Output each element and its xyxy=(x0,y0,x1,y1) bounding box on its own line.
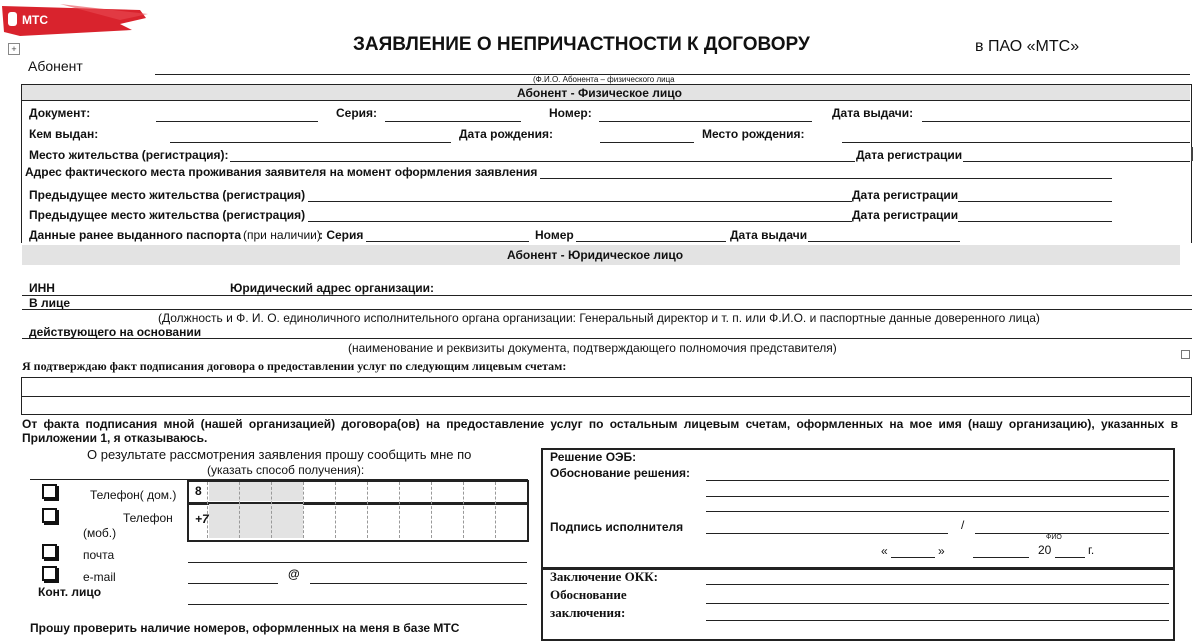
checkbox-email[interactable] xyxy=(42,566,57,581)
small-checkbox-icon[interactable] xyxy=(1181,350,1190,359)
phone-home-label: Телефон( дом.) xyxy=(90,488,177,502)
number-field[interactable] xyxy=(599,121,812,122)
contact-label: Конт. лицо xyxy=(38,585,102,599)
issue-date2-field[interactable] xyxy=(808,241,960,242)
contact-field[interactable] xyxy=(188,604,527,605)
document-hint: (наименование и реквизиты документа, подтверждающего полномочия представителя) xyxy=(348,341,837,355)
acting-basis-label: действующего на основании xyxy=(29,325,202,339)
in-person-label: В лице xyxy=(29,296,71,310)
phone-mobile-label-b: (моб.) xyxy=(83,526,117,540)
issue-date2-label: Дата выдачи xyxy=(730,228,808,242)
email-at: @ xyxy=(288,567,300,581)
date-month-field[interactable] xyxy=(973,557,1029,558)
mail-label: почта xyxy=(83,548,115,562)
date-year-prefix: 20 xyxy=(1038,543,1052,557)
subscriber-label: Абонент xyxy=(28,58,83,74)
reg-date-label-2: Дата регистрации xyxy=(852,188,959,202)
actual-address-field[interactable] xyxy=(540,178,1112,179)
phone-mobile-label-a: Телефон xyxy=(123,511,173,525)
page-title: ЗАЯВЛЕНИЕ О НЕПРИЧАСТНОСТИ К ДОГОВОРУ xyxy=(353,34,810,55)
prev-residence-label-1: Предыдущее место жительства (регистрация) xyxy=(29,188,306,202)
acting-basis-field[interactable] xyxy=(22,338,1192,339)
reg-date-label-1: Дата регистрации xyxy=(856,148,963,162)
reg-date-field-3[interactable] xyxy=(958,221,1112,222)
reason-field-3[interactable] xyxy=(706,511,1169,512)
birth-date-field[interactable] xyxy=(600,142,694,143)
email-label: e-mail xyxy=(83,570,116,584)
fio-hint-small: ФИО xyxy=(1046,534,1062,541)
individual-heading: Абонент - Физическое лицо xyxy=(517,86,682,100)
reg-date-field-2[interactable] xyxy=(958,201,1112,202)
series2-field[interactable] xyxy=(366,241,529,242)
issue-date-label: Дата выдачи: xyxy=(832,106,914,120)
mail-field[interactable] xyxy=(188,562,527,563)
confirm-text: Я подтверждаю факт подписания договора о предоставлении услуг по следующим лицевым счетам: xyxy=(22,359,567,373)
reason-field-1[interactable] xyxy=(706,480,1169,481)
reason-field-2[interactable] xyxy=(706,496,1169,497)
actual-address-label: Адрес фактического места проживания заявителя на момент оформления заявления xyxy=(25,165,538,179)
issued-by-label: Кем выдан: xyxy=(29,127,99,141)
fio-hint: (Ф.И.О. Абонента – физического лица xyxy=(533,75,675,84)
issued-by-field[interactable] xyxy=(170,142,451,143)
phone-grid-cells xyxy=(189,482,525,538)
fio-field[interactable] xyxy=(975,533,1169,534)
series2-label: : Серия xyxy=(319,228,364,242)
date-day-field[interactable] xyxy=(891,557,935,558)
oeb-label: Решение ОЭБ: xyxy=(550,450,637,464)
reg-date-label-3: Дата регистрации xyxy=(852,208,959,222)
in-person-field[interactable] xyxy=(22,309,1192,310)
okk-reason-label-b: заключения: xyxy=(550,605,626,620)
checkbox-phone-mobile[interactable] xyxy=(42,508,57,523)
footer-cut-text: Прошу проверить наличие номеров, оформленных на меня в базе МТС xyxy=(30,621,460,635)
residence-field[interactable] xyxy=(230,161,855,162)
position-hint: (Должность и Ф. И. О. единоличного исполнительного органа организации: Генеральный директор и т. п. или Ф.И.О. и паспортные данные доверенного лица) xyxy=(158,311,1040,325)
document-field[interactable] xyxy=(156,121,318,122)
residence-label: Место жительства (регистрация): xyxy=(29,148,229,162)
prev-passport-label: Данные ранее выданного паспорта xyxy=(29,228,242,242)
series-field[interactable] xyxy=(385,121,521,122)
document-label: Документ: xyxy=(29,106,91,120)
move-handle-icon[interactable]: + xyxy=(8,43,20,55)
date-year-field[interactable] xyxy=(1055,557,1085,558)
addressee: в ПАО «МТС» xyxy=(975,38,1080,55)
number2-field[interactable] xyxy=(576,241,726,242)
notify-title: О результате рассмотрения заявления прошу сообщить мне по xyxy=(87,447,472,462)
reg-date-field-1[interactable] xyxy=(963,161,1190,162)
refuse-text: От факта подписания мной (нашей организацией) договора(ов) на предоставление услуг по остальным лицевым счетам, оформленных на мое имя (нашу организацию), указанных в Приложении 1, я отказываюсь. xyxy=(22,417,1178,445)
inn-row-line[interactable] xyxy=(22,295,1192,296)
notify-hint: (указать способ получения): xyxy=(207,463,365,477)
signature-label: Подпись исполнителя xyxy=(550,520,684,534)
birth-date-label: Дата рождения: xyxy=(459,127,554,141)
number2-label: Номер xyxy=(535,228,574,242)
prev-residence-field-2[interactable] xyxy=(308,221,852,222)
phone-home-prefix: 8 xyxy=(195,484,202,498)
checkbox-mail[interactable] xyxy=(42,544,57,559)
phone-mobile-prefix: +7 xyxy=(195,512,209,526)
number-label: Номер: xyxy=(549,106,592,120)
reason-label: Обоснование решения: xyxy=(550,466,690,480)
birth-place-label: Место рождения: xyxy=(702,127,805,141)
inn-label: ИНН xyxy=(29,281,55,295)
signature-field[interactable] xyxy=(706,533,948,534)
series-label: Серия: xyxy=(336,106,378,120)
signature-slash: / xyxy=(961,518,965,532)
logo-text: МТС xyxy=(22,13,48,27)
email-domain-field[interactable] xyxy=(310,583,527,584)
okk-field-1[interactable] xyxy=(706,584,1169,585)
issue-date-field[interactable] xyxy=(922,121,1190,122)
birth-place-field[interactable] xyxy=(842,142,1190,143)
legal-address-label: Юридический адрес организации: xyxy=(230,281,435,295)
okk-field-3[interactable] xyxy=(706,620,1169,621)
date-year-suffix: г. xyxy=(1088,543,1095,557)
okk-field-2[interactable] xyxy=(706,603,1169,604)
prev-residence-label-2: Предыдущее место жительства (регистрация) xyxy=(29,208,306,222)
prev-residence-field-1[interactable] xyxy=(308,201,852,202)
okk-reason-label-a: Обоснование xyxy=(550,587,627,602)
if-any-note: (при наличии) xyxy=(243,228,321,242)
checkbox-phone-home[interactable] xyxy=(42,484,57,499)
legal-heading: Абонент - Юридическое лицо xyxy=(507,248,684,262)
okk-label: Заключение ОКК: xyxy=(550,569,658,584)
date-quote-close: » xyxy=(938,544,945,558)
email-user-field[interactable] xyxy=(188,583,278,584)
date-quote-open: « xyxy=(881,544,888,558)
